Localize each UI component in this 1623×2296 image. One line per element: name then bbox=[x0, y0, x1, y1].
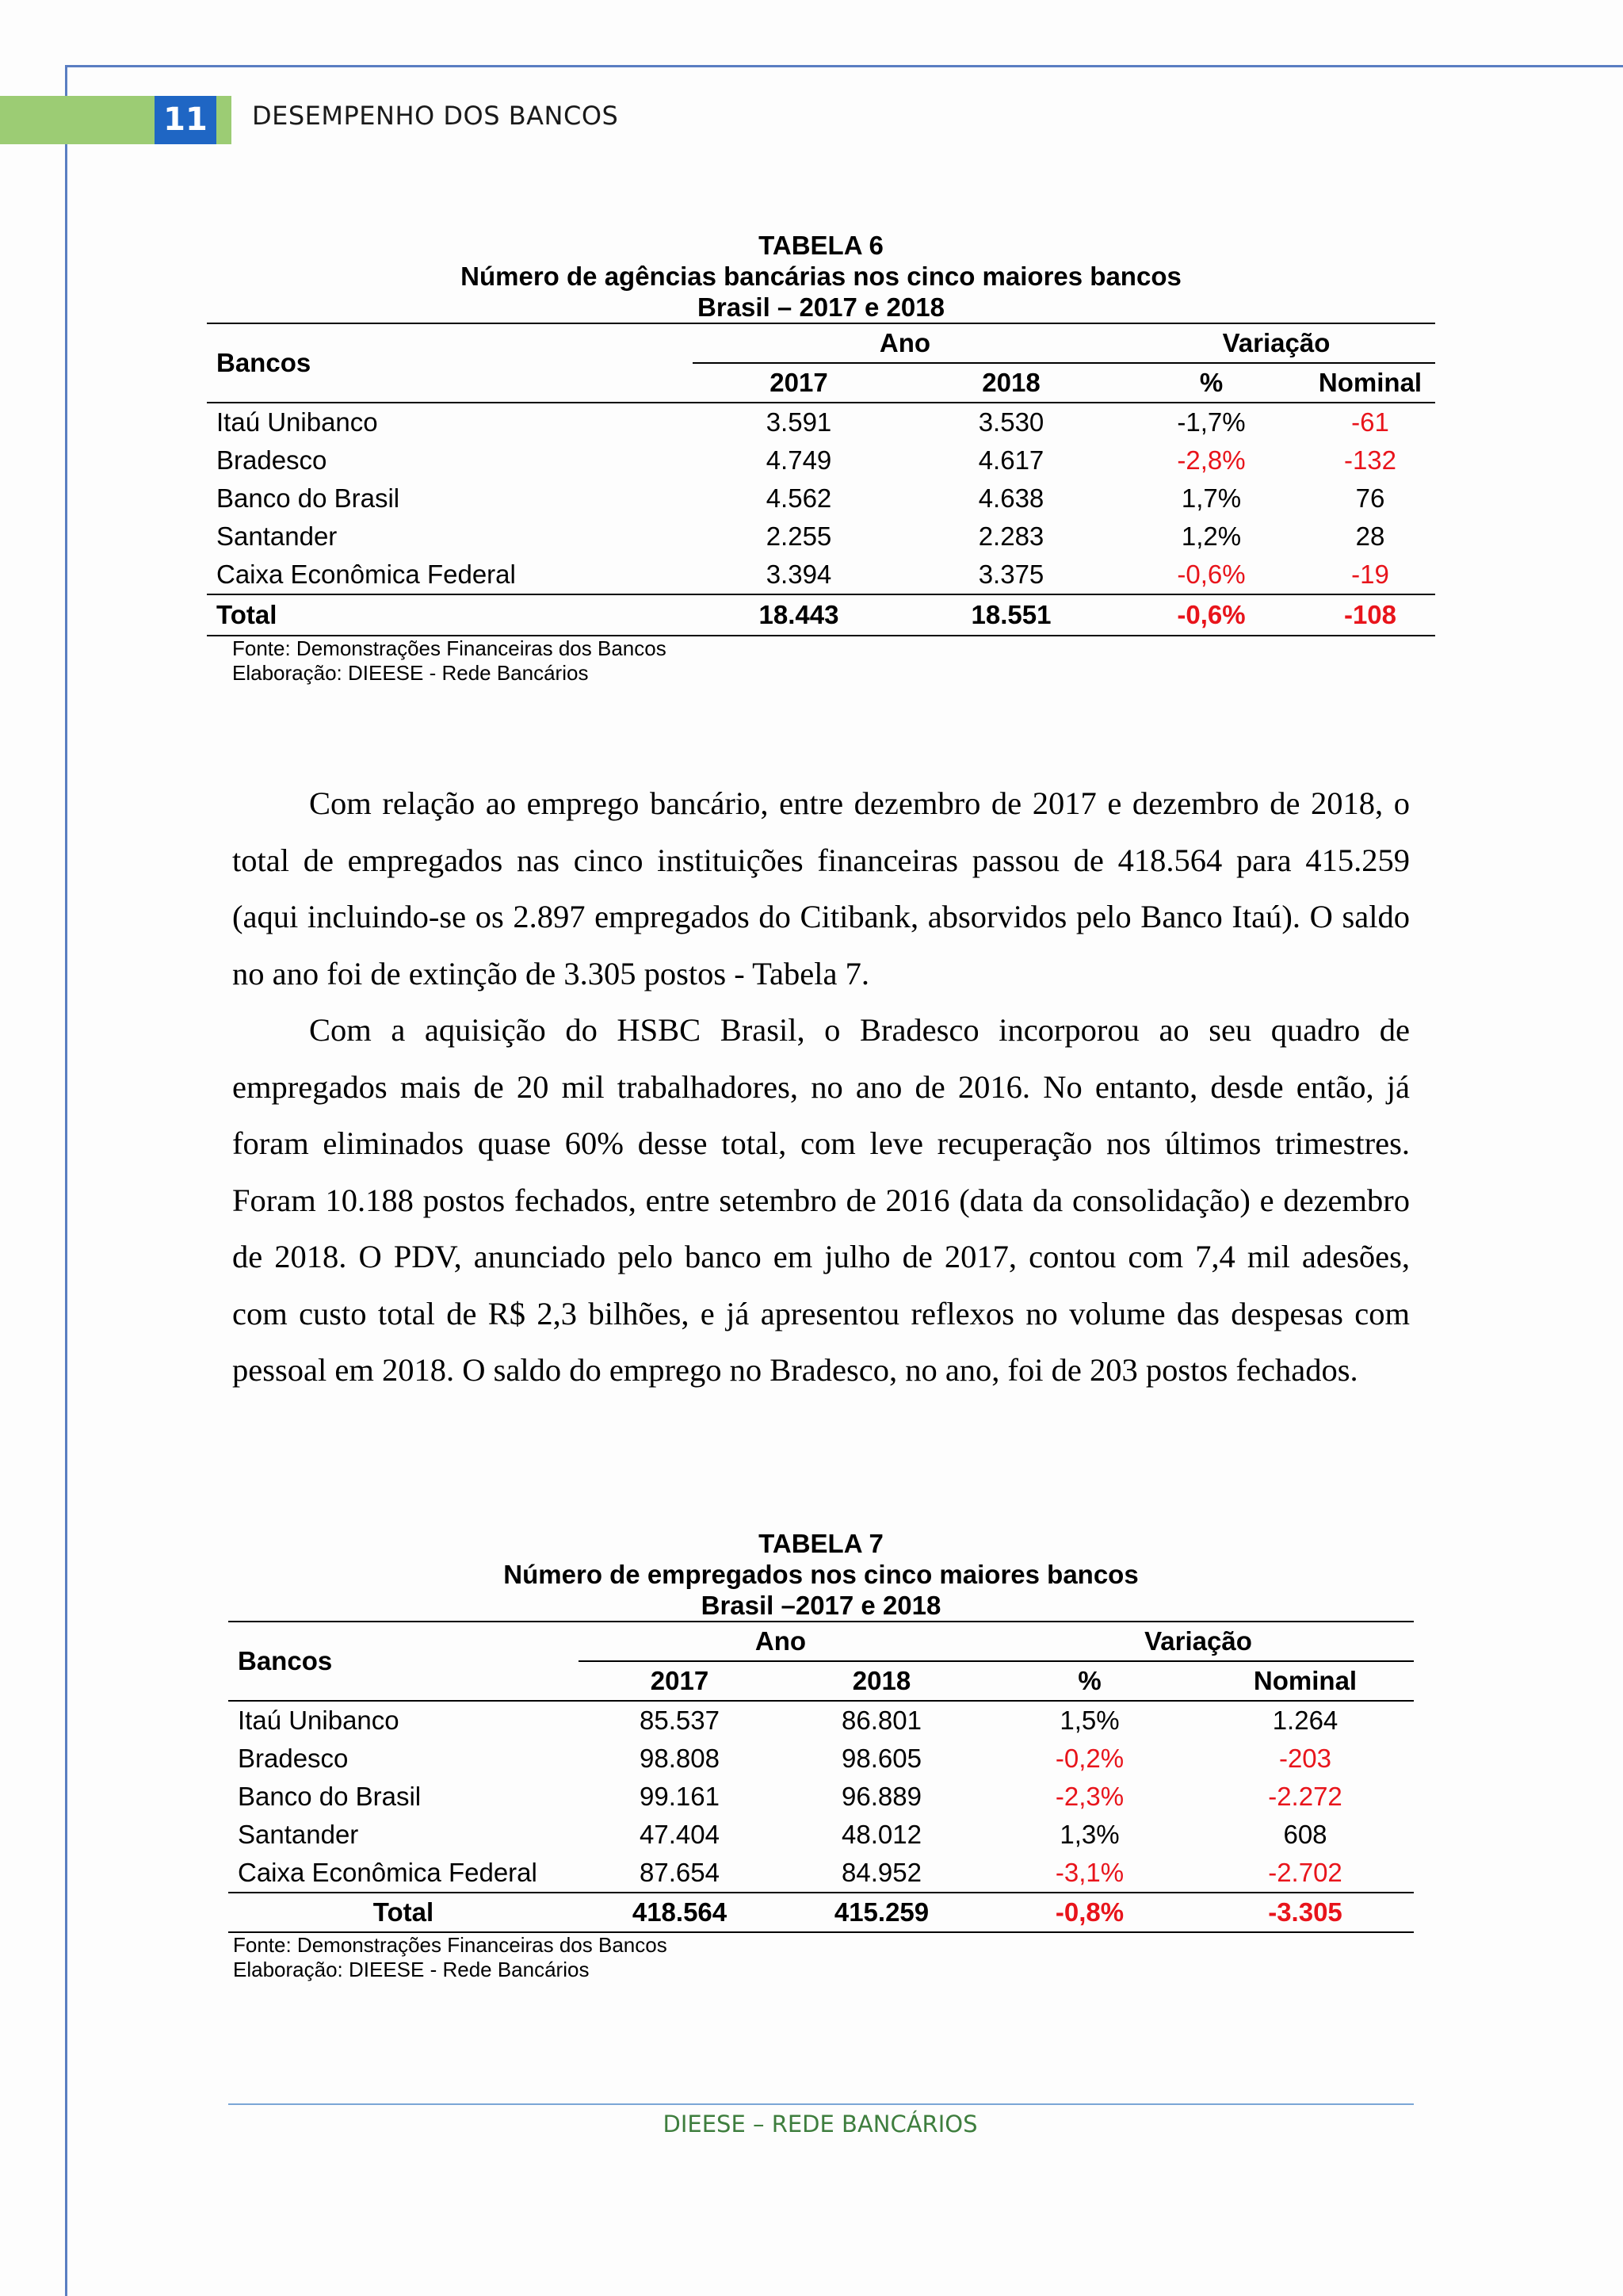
table-row bbox=[207, 479, 1435, 518]
total-2018: 415.259 bbox=[834, 1897, 930, 1927]
value-2017: 4.562 bbox=[766, 483, 832, 513]
table-6-elaboration: Elaboração: DIEESE - Rede Bancários bbox=[232, 661, 589, 685]
total-percent: -0,6% bbox=[1177, 600, 1246, 629]
page-frame-left-line bbox=[65, 65, 67, 2296]
table-7-region: Brasil –2017 e 2018 bbox=[701, 1591, 941, 1620]
paragraph: Com relação ao emprego bancário, entre dezembro de 2017 e dezembro de 2018, o total de empregados nas cinco instituições financeiras passou de 418.564 para 415.259 (aqui incluindo-se os 2.897 empregados do Citibank, absorvidos pelo Banco Itaú). O saldo no ano foi de extinção de 3.305 postos - Tabela 7. bbox=[232, 785, 1410, 991]
variation-percent: -0,2% bbox=[1055, 1744, 1125, 1773]
bank-name: Caixa Econômica Federal bbox=[216, 560, 516, 589]
table-7-title: TABELA 7 bbox=[758, 1529, 884, 1558]
header-2018: 2018 bbox=[982, 368, 1041, 397]
bank-name: Santander bbox=[238, 1820, 359, 1849]
page-number: 11 bbox=[155, 96, 216, 144]
header-bancos: Bancos bbox=[228, 1622, 579, 1701]
variation-nominal: 76 bbox=[1355, 483, 1385, 513]
bank-name: Banco do Brasil bbox=[216, 483, 400, 513]
variation-percent: 1,3% bbox=[1060, 1820, 1120, 1849]
table-total-row bbox=[207, 594, 1435, 636]
value-2017: 4.749 bbox=[766, 445, 832, 475]
table-6-grid bbox=[207, 323, 1435, 636]
table-row bbox=[228, 1816, 1414, 1854]
header-nominal: Nominal bbox=[1318, 368, 1423, 397]
table-row bbox=[207, 556, 1435, 594]
value-2018: 48.012 bbox=[842, 1820, 922, 1849]
total-label: Total bbox=[372, 1897, 434, 1927]
variation-nominal: 1.264 bbox=[1272, 1706, 1338, 1735]
value-2018: 2.283 bbox=[978, 521, 1044, 551]
value-2017: 2.255 bbox=[766, 521, 832, 551]
table-row bbox=[207, 403, 1435, 441]
variation-percent: 1,2% bbox=[1181, 521, 1242, 551]
total-percent: -0,8% bbox=[1055, 1897, 1125, 1927]
table-row bbox=[228, 1740, 1414, 1778]
footer-divider bbox=[228, 2103, 1414, 2105]
total-nominal: -108 bbox=[1343, 600, 1397, 629]
footer-text: DIEESE – REDE BANCÁRIOS bbox=[663, 2111, 978, 2137]
header-variacao: Variação bbox=[1117, 323, 1435, 363]
variation-nominal: -2.702 bbox=[1268, 1858, 1342, 1887]
header-ano: Ano bbox=[693, 323, 1117, 363]
bank-name: Banco do Brasil bbox=[238, 1782, 422, 1811]
variation-percent: -0,6% bbox=[1177, 560, 1246, 589]
value-2017: 85.537 bbox=[640, 1706, 720, 1735]
header-nominal: Nominal bbox=[1253, 1666, 1358, 1695]
variation-percent: 1,7% bbox=[1181, 483, 1242, 513]
value-2017: 98.808 bbox=[640, 1744, 720, 1773]
value-2018: 84.952 bbox=[842, 1858, 922, 1887]
value-2018: 96.889 bbox=[842, 1782, 922, 1811]
table-7-source: Fonte: Demonstrações Financeiras dos Bancos bbox=[233, 1933, 667, 1957]
variation-nominal: 608 bbox=[1283, 1820, 1327, 1849]
header-2017: 2017 bbox=[769, 368, 828, 397]
value-2017: 99.161 bbox=[640, 1782, 720, 1811]
value-2018: 3.530 bbox=[978, 407, 1044, 437]
table-row bbox=[228, 1854, 1414, 1893]
variation-percent: -1,7% bbox=[1177, 407, 1246, 437]
table-row bbox=[228, 1778, 1414, 1816]
header-ano: Ano bbox=[579, 1622, 983, 1661]
variation-nominal: -203 bbox=[1278, 1744, 1332, 1773]
value-2017: 3.591 bbox=[766, 407, 832, 437]
variation-nominal: -61 bbox=[1351, 407, 1389, 437]
table-7-subtitle: Número de empregados nos cinco maiores bancos bbox=[503, 1560, 1139, 1589]
table-7-grid bbox=[228, 1621, 1414, 1933]
table-6-title: TABELA 6 bbox=[758, 231, 884, 260]
section-title: DESEMPENHO DOS BANCOS bbox=[252, 101, 619, 131]
variation-percent: 1,5% bbox=[1060, 1706, 1120, 1735]
table-7-elaboration: Elaboração: DIEESE - Rede Bancários bbox=[233, 1958, 590, 1981]
total-2017: 18.443 bbox=[758, 600, 839, 629]
value-2018: 4.617 bbox=[978, 445, 1044, 475]
variation-percent: -2,3% bbox=[1055, 1782, 1125, 1811]
variation-nominal: -2.272 bbox=[1268, 1782, 1342, 1811]
value-2018: 4.638 bbox=[978, 483, 1044, 513]
table-row bbox=[207, 441, 1435, 479]
total-label: Total bbox=[216, 600, 277, 629]
value-2017: 87.654 bbox=[640, 1858, 720, 1887]
total-2018: 18.551 bbox=[971, 600, 1052, 629]
table-7 bbox=[228, 1528, 1414, 1982]
table-6-subtitle: Número de agências bancárias nos cinco maiores bancos bbox=[460, 262, 1182, 291]
paragraph: Com a aquisição do HSBC Brasil, o Bradesco incorporou ao seu quadro de empregados mais de 20 mil trabalhadores, no ano de 2016. No entanto, desde então, já foram eliminados quase 60% desse total, com leve recuperação nos últimos trimestres. Foram 10.188 postos fechados, entre setembro de 2016 (data da consolidação) e dezembro de 2018. O PDV, anunciado pelo banco em julho de 2017, contou com 7,4 mil adesões, com custo total de R$ 2,3 bilhões, e já apresentou reflexos no volume das despesas com pessoal em 2018. O saldo do emprego no Bradesco, no ano, foi de 203 postos fechados. bbox=[232, 1012, 1410, 1388]
header-2017: 2017 bbox=[650, 1666, 709, 1695]
variation-nominal: -132 bbox=[1343, 445, 1397, 475]
bank-name: Bradesco bbox=[216, 445, 327, 475]
bank-name: Caixa Econômica Federal bbox=[238, 1858, 537, 1887]
page-frame-top-line bbox=[65, 65, 1623, 67]
header-bancos: Bancos bbox=[207, 323, 693, 403]
value-2018: 98.605 bbox=[842, 1744, 922, 1773]
bank-name: Santander bbox=[216, 521, 338, 551]
table-total-row bbox=[228, 1893, 1414, 1932]
variation-nominal: -19 bbox=[1351, 560, 1389, 589]
header-percent: % bbox=[1078, 1666, 1102, 1695]
total-nominal: -3.305 bbox=[1268, 1897, 1342, 1927]
header-variacao: Variação bbox=[983, 1622, 1414, 1661]
variation-percent: -2,8% bbox=[1177, 445, 1246, 475]
bank-name: Itaú Unibanco bbox=[238, 1706, 399, 1735]
table-6 bbox=[207, 230, 1435, 686]
body-text bbox=[232, 775, 1410, 1399]
total-2017: 418.564 bbox=[632, 1897, 727, 1927]
value-2017: 47.404 bbox=[640, 1820, 720, 1849]
table-6-source: Fonte: Demonstrações Financeiras dos Bancos bbox=[232, 636, 666, 660]
variation-nominal: 28 bbox=[1355, 521, 1385, 551]
value-2018: 86.801 bbox=[842, 1706, 922, 1735]
table-row bbox=[228, 1701, 1414, 1740]
bank-name: Bradesco bbox=[238, 1744, 349, 1773]
header-percent: % bbox=[1199, 368, 1224, 397]
value-2018: 3.375 bbox=[978, 560, 1044, 589]
bank-name: Itaú Unibanco bbox=[216, 407, 378, 437]
header-2018: 2018 bbox=[852, 1666, 911, 1695]
table-6-region: Brasil – 2017 e 2018 bbox=[697, 292, 945, 322]
table-row bbox=[207, 518, 1435, 556]
variation-percent: -3,1% bbox=[1055, 1858, 1125, 1887]
value-2017: 3.394 bbox=[766, 560, 832, 589]
